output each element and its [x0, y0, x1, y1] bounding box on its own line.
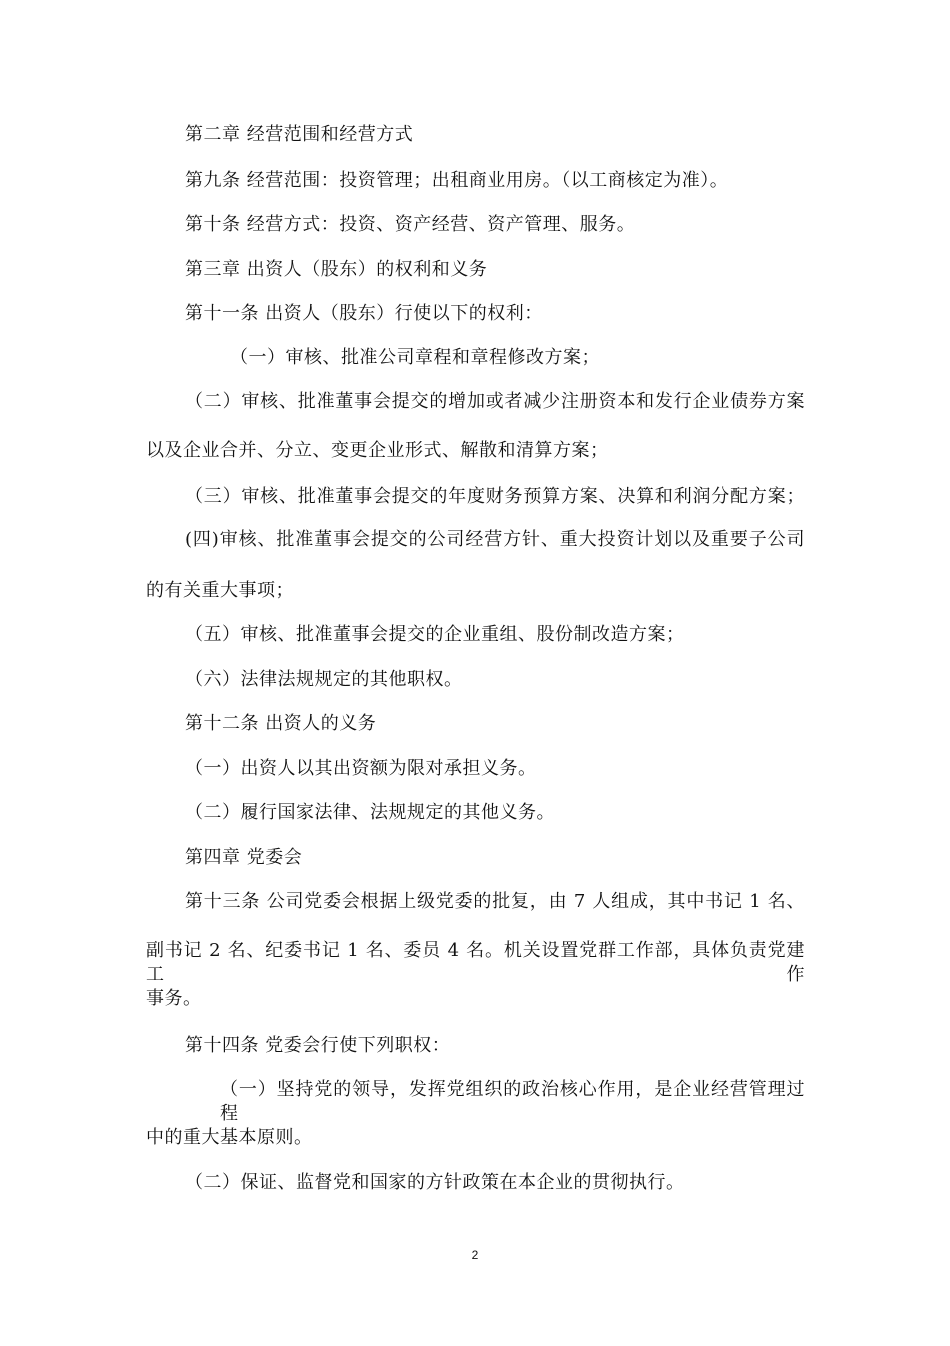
article-13-line-2: 副书记 2 名、纪委书记 1 名、委员 4 名。机关设置党群工作部，具体负责党建工作 [146, 940, 805, 985]
chapter-3-heading: 第三章 出资人（股东）的权利和义务 [185, 259, 488, 280]
article-11-item-5: （五）审核、批准董事会提交的企业重组、股份制改造方案； [185, 624, 685, 645]
article-14-item-1-line-2: 中的重大基本原则。 [146, 1127, 313, 1148]
article-11-item-4-line-2: 的有关重大事项； [146, 580, 294, 601]
chapter-4-heading: 第四章 党委会 [185, 847, 303, 868]
article-9: 第九条 经营范围：投资管理；出租商业用房。（以工商核定为准）。 [185, 170, 729, 191]
article-13-line-1: 第十三条 公司党委会根据上级党委的批复，由 7 人组成，其中书记 1 名、 [185, 891, 805, 912]
article-11-item-6: （六）法律法规规定的其他职权。 [185, 669, 463, 690]
article-11-item-3: （三）审核、批准董事会提交的年度财务预算方案、决算和利润分配方案； [185, 486, 805, 507]
article-14-item-2: （二）保证、监督党和国家的方针政策在本企业的贯彻执行。 [185, 1172, 685, 1193]
article-12-item-1: （一）出资人以其出资额为限对承担义务。 [185, 758, 537, 779]
article-12-item-2: （二）履行国家法律、法规规定的其他义务。 [185, 802, 555, 823]
article-11-item-4-line-1: (四)审核、批准董事会提交的公司经营方针、重大投资计划以及重要子公司 [185, 529, 805, 550]
chapter-2-heading: 第二章 经营范围和经营方式 [185, 124, 414, 145]
article-10: 第十条 经营方式：投资、资产经营、资产管理、服务。 [185, 214, 636, 235]
article-12: 第十二条 出资人的义务 [185, 713, 377, 734]
article-11-item-2-line-2: 以及企业合并、分立、变更企业形式、解散和清算方案； [146, 440, 609, 461]
article-11-item-1: （一）审核、批准公司章程和章程修改方案； [230, 347, 600, 368]
article-14: 第十四条 党委会行使下列职权： [185, 1035, 451, 1056]
article-11-item-2-line-1: （二）审核、批准董事会提交的增加或者减少注册资本和发行企业债券方案 [185, 391, 805, 412]
article-13-line-3: 事务。 [146, 988, 202, 1009]
page-number: 2 [471, 1248, 479, 1262]
article-11: 第十一条 出资人（股东）行使以下的权利： [185, 303, 543, 324]
article-14-item-1-line-1: （一）坚持党的领导，发挥党组织的政治核心作用，是企业经营管理过程 [220, 1079, 805, 1124]
